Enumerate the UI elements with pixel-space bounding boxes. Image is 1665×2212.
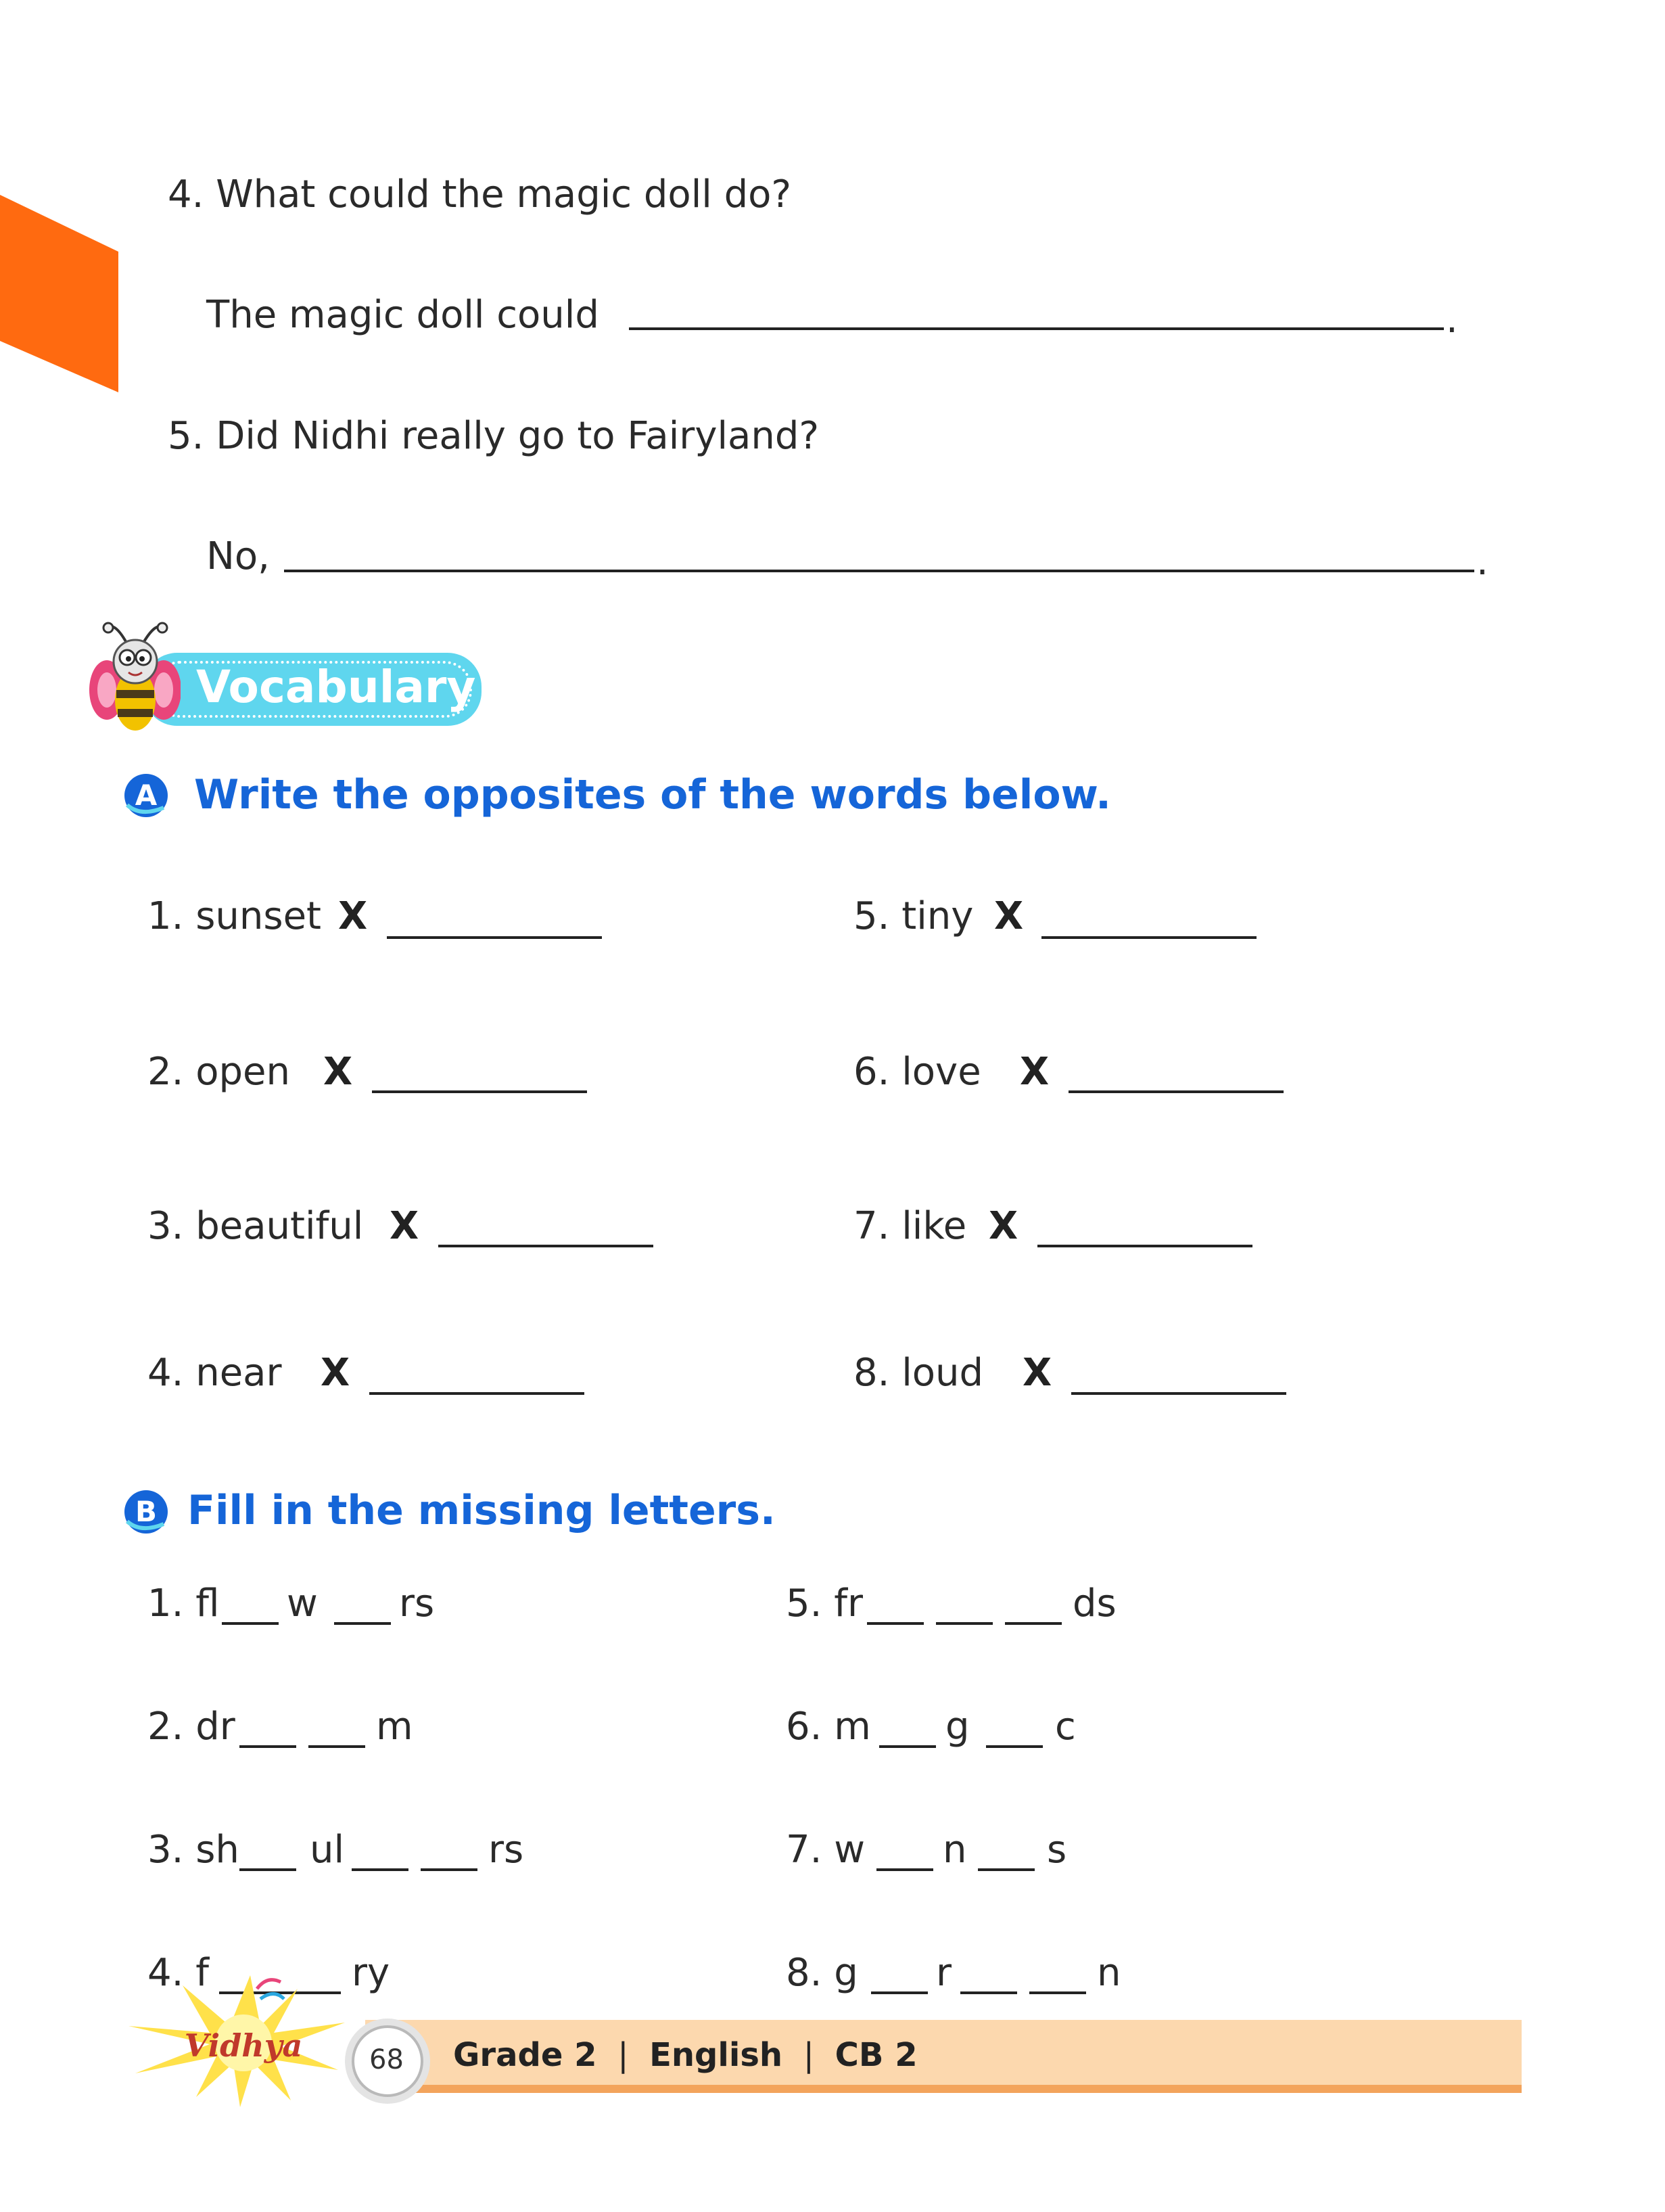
missing-letters-blank[interactable] [1005, 1622, 1062, 1625]
opposite-item-3: 3. beautiful [147, 1204, 364, 1248]
missing-letters-part: m [376, 1705, 413, 1749]
section-b-title: Fill in the missing letters. [187, 1487, 776, 1534]
missing-letters-blank[interactable] [334, 1622, 391, 1625]
answer-4-period: . [1446, 298, 1458, 342]
page-number: 68 [369, 2044, 404, 2075]
answer-4-prefix: The magic doll could [206, 293, 599, 337]
missing-letters-item-8: 8. g [786, 1951, 858, 1995]
opposite-x-3: X [390, 1204, 419, 1248]
missing-letters-blank[interactable] [352, 1868, 408, 1871]
missing-letters-part: rs [488, 1828, 524, 1872]
question-4: 4. What could the magic doll do? [168, 172, 792, 216]
missing-letters-part: ds [1073, 1582, 1117, 1626]
opposite-x-8: X [1023, 1351, 1052, 1395]
section-a-title: Write the opposites of the words below. [194, 771, 1111, 819]
opposite-item-1: 1. sunset [147, 894, 321, 938]
opposite-x-7: X [989, 1204, 1018, 1248]
missing-letters-part: rs [399, 1582, 435, 1626]
opposite-blank-6[interactable] [1069, 1090, 1284, 1093]
svg-text:Vidhya: Vidhya [184, 2027, 303, 2064]
opposite-x-6: X [1020, 1050, 1050, 1094]
opposite-blank-2[interactable] [372, 1090, 587, 1093]
svg-text:B: B [135, 1495, 158, 1528]
opposite-blank-8[interactable] [1071, 1392, 1286, 1395]
opposite-x-1: X [338, 894, 368, 938]
opposite-blank-4[interactable] [369, 1392, 584, 1395]
missing-letters-part: n [1097, 1951, 1121, 1995]
opposite-item-4: 4. near [147, 1351, 282, 1395]
answer-5-blank[interactable] [284, 570, 1474, 572]
opposite-item-5: 5. tiny [853, 894, 974, 938]
opposite-x-4: X [321, 1351, 350, 1395]
missing-letters-blank[interactable] [879, 1745, 936, 1748]
answer-5-period: . [1476, 540, 1488, 584]
opposite-blank-5[interactable] [1041, 936, 1257, 939]
question-5: 5. Did Nidhi really go to Fairyland? [168, 414, 820, 458]
opposite-item-7: 7. like [853, 1204, 967, 1248]
missing-letters-blank[interactable] [978, 1868, 1035, 1871]
vocabulary-banner [143, 653, 482, 726]
missing-letters-blank[interactable] [222, 1622, 279, 1625]
missing-letters-blank[interactable] [421, 1868, 477, 1871]
opposite-x-2: X [323, 1050, 353, 1094]
footer-separator: | [803, 2036, 814, 2074]
opposite-item-6: 6. love [853, 1050, 981, 1094]
missing-letters-blank[interactable] [308, 1745, 365, 1748]
missing-letters-part: r [936, 1951, 952, 1995]
missing-letters-blank[interactable] [1029, 1991, 1086, 1994]
missing-letters-blank[interactable] [239, 1868, 296, 1871]
opposite-blank-7[interactable] [1037, 1245, 1252, 1247]
missing-letters-blank[interactable] [239, 1745, 296, 1748]
answer-5-prefix: No, [206, 534, 270, 578]
missing-letters-blank[interactable] [936, 1622, 993, 1625]
missing-letters-blank[interactable] [876, 1868, 933, 1871]
missing-letters-blank[interactable] [871, 1991, 928, 1994]
footer-info [453, 2036, 918, 2074]
opposite-blank-1[interactable] [387, 936, 602, 939]
missing-letters-item-7: 7. w [786, 1828, 866, 1872]
missing-letters-item-6: 6. m [786, 1705, 871, 1749]
opposite-x-5: X [994, 894, 1024, 938]
opposite-item-8: 8. loud [853, 1351, 984, 1395]
svg-text:A: A [135, 779, 158, 812]
missing-letters-part: w [287, 1582, 318, 1626]
answer-4-blank[interactable] [629, 327, 1444, 330]
footer-grade: Grade 2 [453, 2036, 597, 2074]
missing-letters-item-4: 4. f [147, 1951, 209, 1995]
missing-letters-item-1: 1. fl [147, 1582, 220, 1626]
missing-letters-item-5: 5. fr [786, 1582, 863, 1626]
missing-letters-item-3: 3. sh [147, 1828, 239, 1872]
missing-letters-item-2: 2. dr [147, 1705, 235, 1749]
missing-letters-blank[interactable] [960, 1991, 1017, 1994]
orange-side-tab [0, 195, 122, 398]
footer-book: CB 2 [835, 2036, 918, 2074]
section-b-badge-icon [120, 1486, 172, 1538]
footer-subject: English [649, 2036, 783, 2074]
missing-letters-part: ul [310, 1828, 345, 1872]
missing-letters-blank[interactable] [986, 1745, 1043, 1748]
opposite-blank-3[interactable] [438, 1245, 653, 1247]
missing-letters-blank[interactable] [867, 1622, 924, 1625]
missing-letters-part: ry [352, 1951, 390, 1995]
section-a-badge-icon [120, 770, 172, 821]
missing-letters-part: c [1055, 1705, 1076, 1749]
footer-separator: | [617, 2036, 629, 2074]
vocabulary-title: Vocabulary [196, 661, 476, 713]
bee-mascot-icon [89, 616, 181, 737]
missing-letters-part: n [943, 1828, 967, 1872]
vidhya-logo-icon [122, 1962, 365, 2111]
missing-letters-part: s [1047, 1828, 1067, 1872]
missing-letters-part: g [945, 1705, 970, 1749]
opposite-item-2: 2. open [147, 1050, 290, 1094]
